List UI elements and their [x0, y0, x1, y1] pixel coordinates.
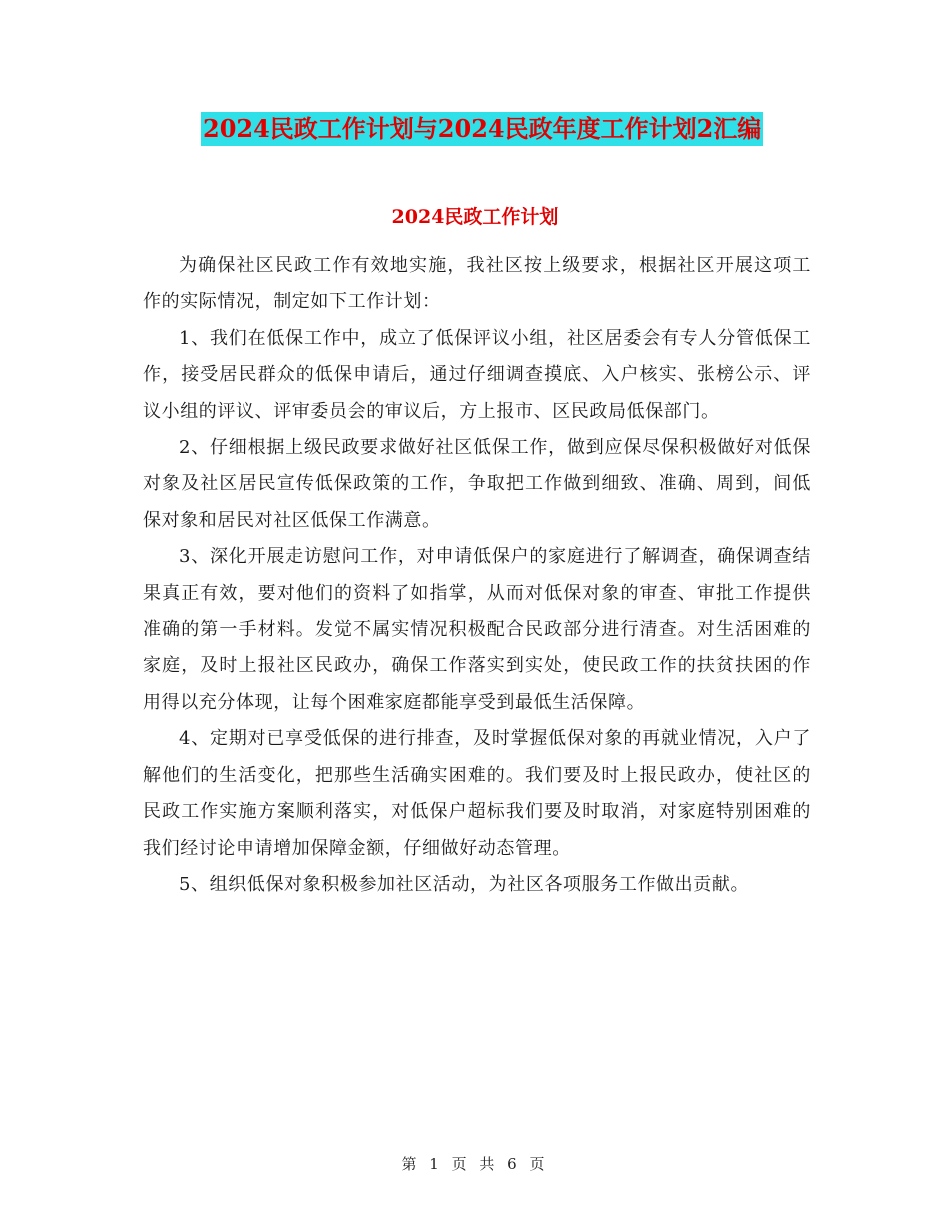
paragraph-intro: 为确保社区民政工作有效地实施，我社区按上级要求，根据社区开展这项工作的实际情况，制定如下工作计划： — [143, 255, 811, 313]
paragraph-item-4: 4、定期对已享受低保的进行排查，及时掌握低保对象的再就业情况，入户了解他们的生活变化，把那些生活确实困难的。我们要及时上报民政办，使社区的民政工作实施方案顺利落实，对低保户超标我们要及时取消，对家庭特别困难的我们经讨论申请增加保障金额，仔细做好动态管理。 — [143, 728, 811, 859]
page-footer: 第 1 页 共 6 页 — [401, 1155, 549, 1173]
paragraph-item-3: 3、深化开展走访慰问工作，对申请低保户的家庭进行了解调查，确保调查结果真正有效，要对他们的资料了如指掌，从而对低保对象的审查、审批工作提供准确的第一手材料。发觉不属实情况积极配合民政部分进行清查。对生活困难的家庭，及时上报社区民政办，确保工作落实到实处，使民政工作的扶贫扶困的作用得以充分体现，让每个困难家庭都能享受到最低生活保障。 — [143, 546, 811, 713]
section-title: 2024民政工作计划 — [391, 206, 559, 228]
paragraph-item-2: 2、仔细根据上级民政要求做好社区低保工作，做到应保尽保积极做好对低保对象及社区居民宣传低保政策的工作，争取把工作做到细致、准确、周到，间低保对象和居民对社区低保工作满意。 — [143, 437, 811, 531]
document-title: 2024民政工作计划与2024民政年度工作计划2汇编 — [201, 112, 763, 146]
paragraph-item-5: 5、组织低保对象积极参加社区活动，为社区各项服务工作做出贡献。 — [179, 873, 750, 895]
document-body — [143, 248, 811, 903]
paragraph-item-1: 1、我们在低保工作中，成立了低保评议小组，社区居委会有专人分管低保工作，接受居民群众的低保申请后，通过仔细调查摸底、入户核实、张榜公示、评议小组的评议、评审委员会的审议后，方上报市、区民政局低保部门。 — [143, 327, 811, 422]
